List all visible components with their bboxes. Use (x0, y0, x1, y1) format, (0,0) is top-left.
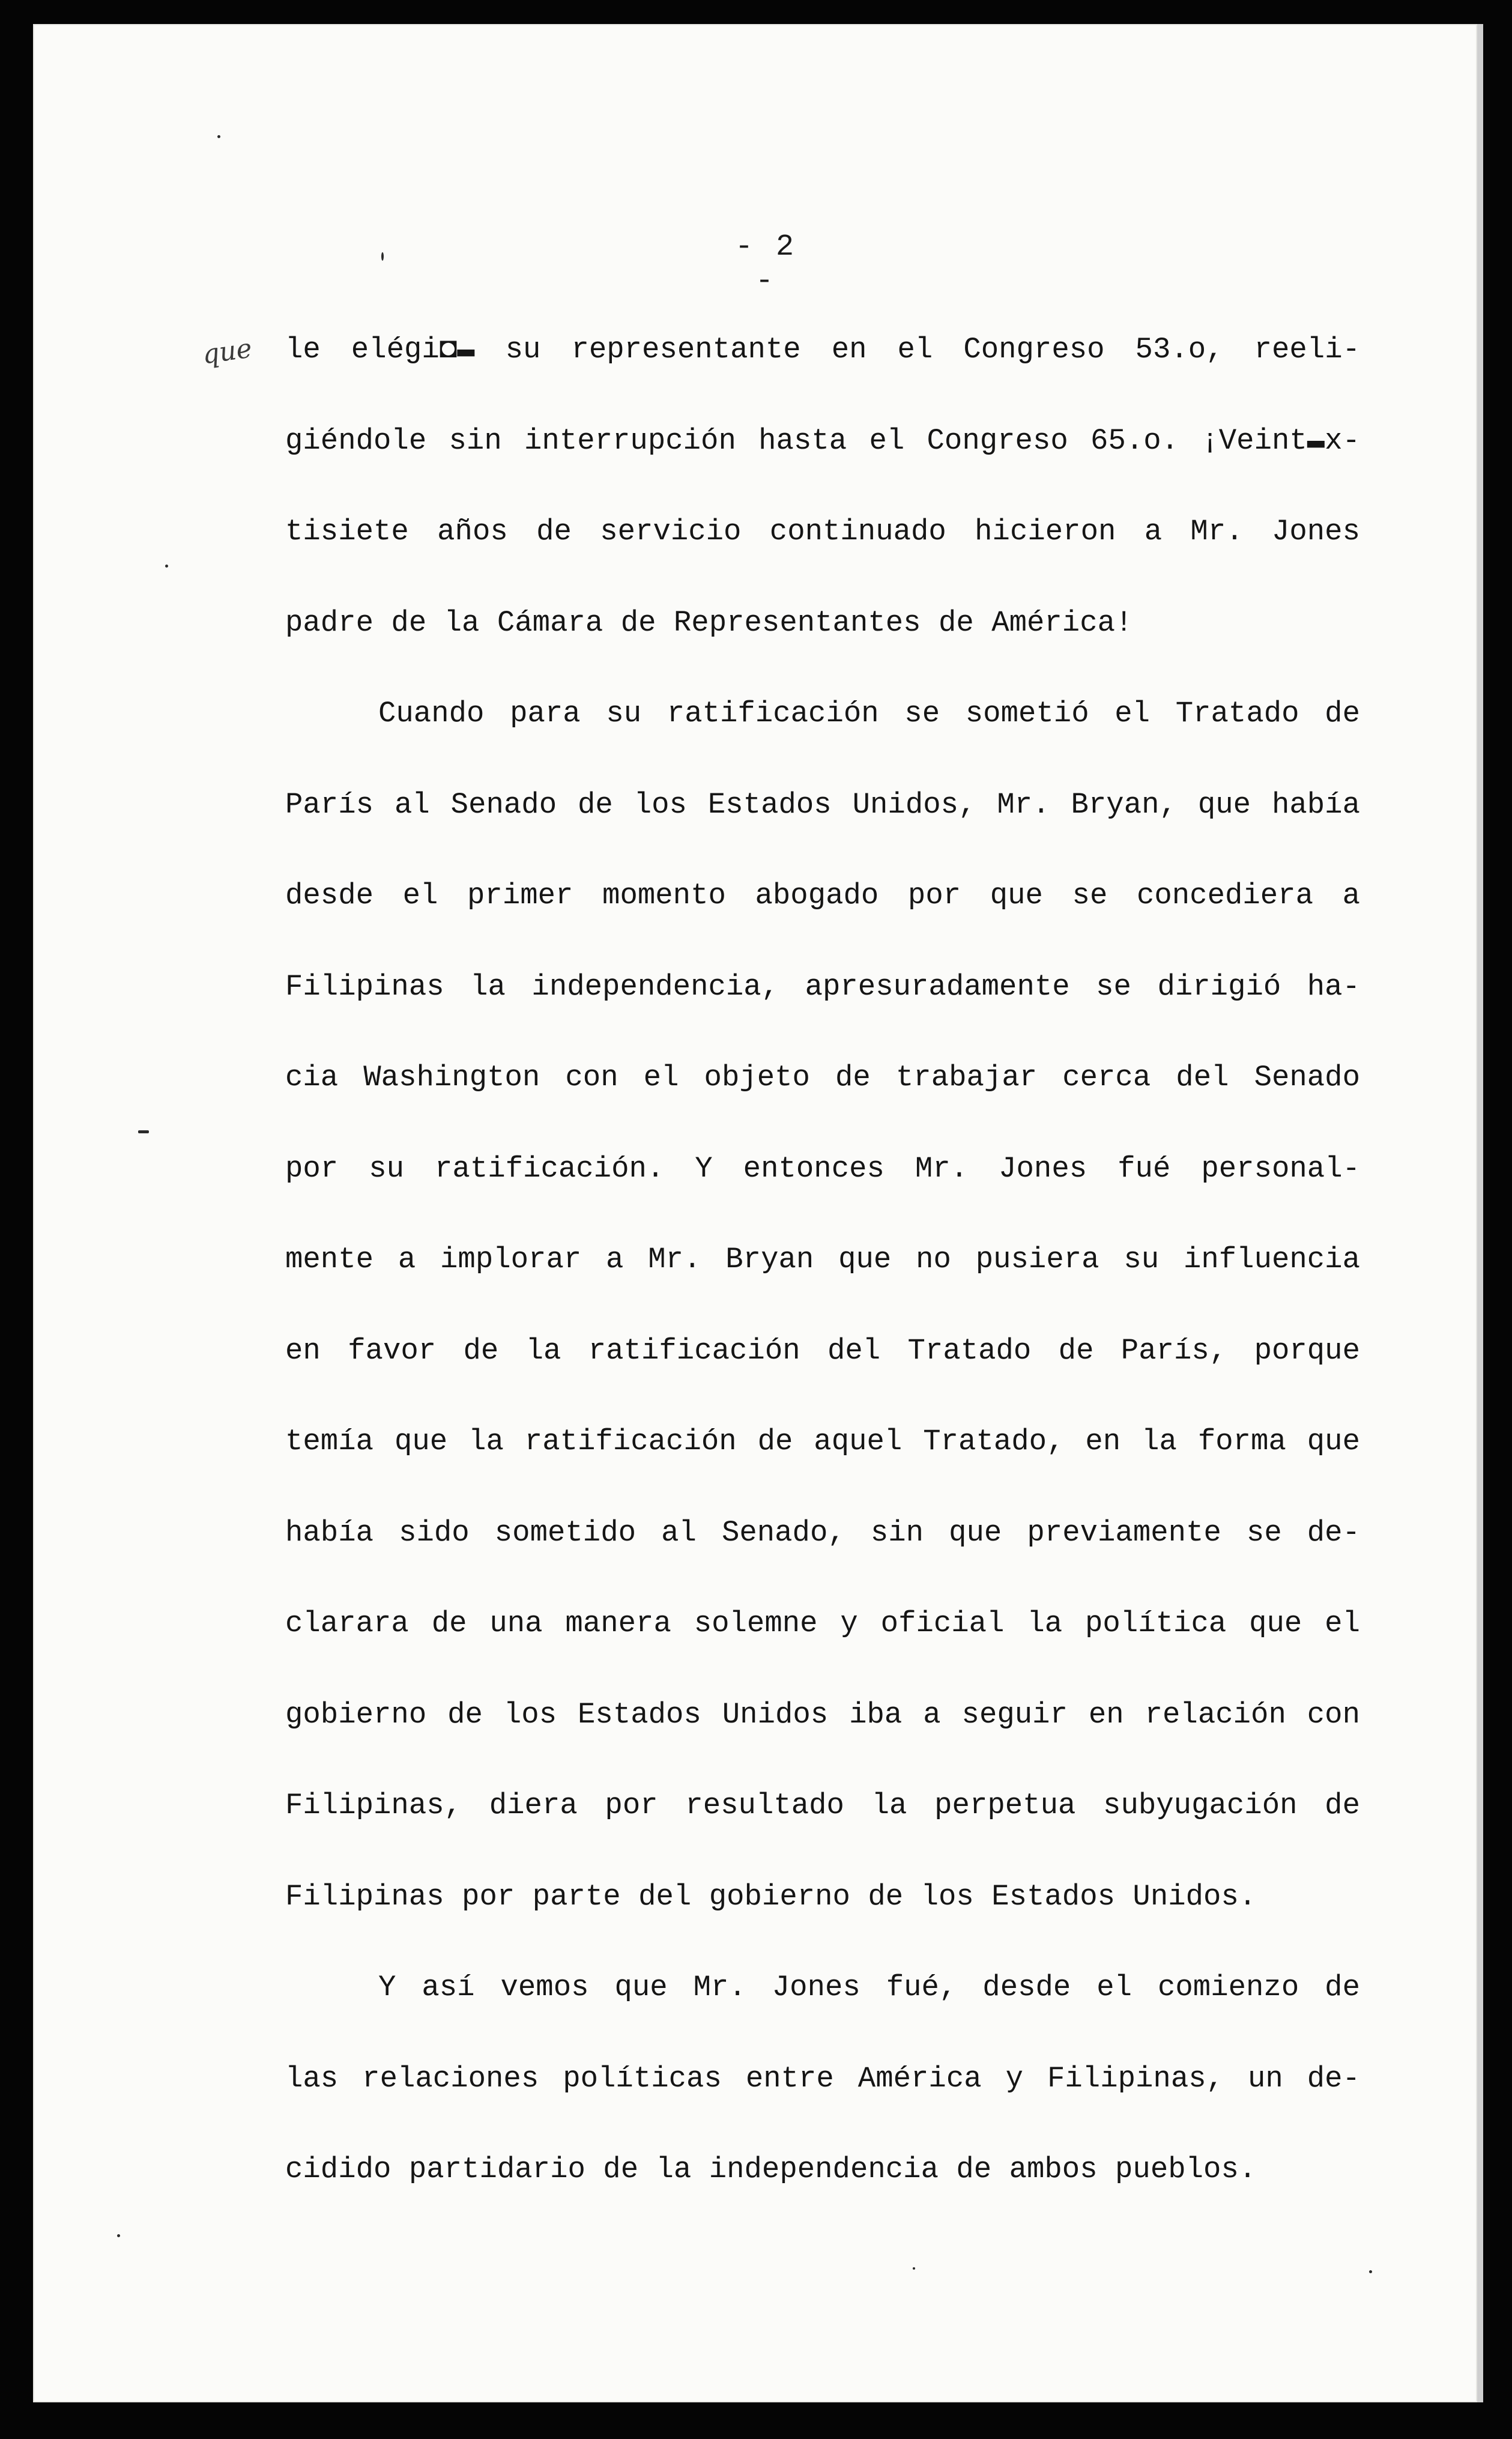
handwritten-margin-note: que (200, 333, 254, 371)
text-line: cidido partidario de la independencia de ambos pueblos. (285, 2153, 1257, 2186)
text-line: le elégi◘▬ su representante en el Congreso 53.o, reeli- (285, 333, 1360, 366)
text-line: Cuando para su ratificación se sometió el Tratado de (378, 697, 1360, 730)
text-line: había sido sometido al Senado, sin que previamente se de- (285, 1516, 1360, 1550)
paper-speck (165, 565, 168, 568)
text-line: mente a implorar a Mr. Bryan que no pusiera su influencia (285, 1243, 1360, 1276)
text-line: París al Senado de los Estados Unidos, Mr. Bryan, que había (285, 788, 1360, 822)
text-line: cia Washington con el objeto de trabajar cerca del Senado (285, 1061, 1360, 1094)
text-line: Y así vemos que Mr. Jones fué, desde el comienzo de (378, 1971, 1360, 2004)
paper-speck (217, 135, 220, 138)
text-line: giéndole sin interrupción hasta el Congreso 65.o. ¡Veint▬x- (285, 424, 1360, 458)
text-line: tisiete años de servicio continuado hicieron a Mr. Jones (285, 515, 1360, 548)
text-line: en favor de la ratificación del Tratado de París, porque (285, 1334, 1360, 1368)
text-line: las relaciones políticas entre América y Filipinas, un de- (285, 2062, 1360, 2095)
typed-page (33, 24, 1483, 2402)
text-line: gobierno de los Estados Unidos iba a seguir en relación con (285, 1698, 1360, 1732)
paper-speck (381, 252, 384, 261)
text-line: Filipinas la independencia, apresuradamente se dirigió ha- (285, 970, 1360, 1004)
text-line: Filipinas por parte del gobierno de los Estados Unidos. (285, 1880, 1257, 1913)
page-number: - 2 - (734, 230, 796, 298)
text-line: temía que la ratificación de aquel Tratado, en la forma que (285, 1425, 1360, 1458)
text-line: desde el primer momento abogado por que se concediera a (285, 879, 1360, 912)
paper-speck (913, 2267, 915, 2270)
text-line: Filipinas, diera por resultado la perpetua subyugación de (285, 1789, 1360, 1822)
text-line: clarara de una manera solemne y oficial la política que el (285, 1607, 1360, 1640)
paper-speck (117, 2234, 120, 2237)
text-line: padre de la Cámara de Representantes de América! (285, 606, 1133, 640)
paper-speck (1369, 2270, 1372, 2273)
text-line: por su ratificación. Y entonces Mr. Jones fué personal- (285, 1152, 1360, 1186)
paper-speck (138, 1130, 149, 1133)
